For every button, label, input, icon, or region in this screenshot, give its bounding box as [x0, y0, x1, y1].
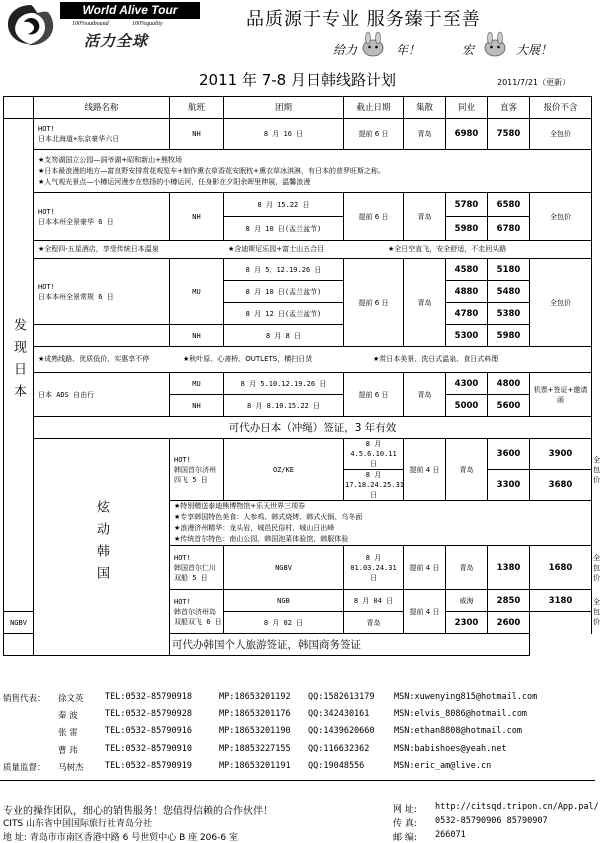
contact-row: 曹 玮 TEL:0532-85790910 MP:18853227155 QQ:116632362 MSN:babishoes@yeah.net	[58, 743, 507, 756]
contact-row: 销售代表： 徐文英 TEL:0532-85790918 MP:18653201192 QQ:1582613179 MSN:xuwenying815@hotmail.com	[3, 692, 538, 704]
slogan: 品质源于专业 服务臻于至善	[246, 9, 481, 30]
feature-row: ★支笏湖国立公园—洞爷湖+昭和新山+熊牧场 ★日本最浪漫的地方—富良野安排赏花观览车+制作熏衣草香花安眠枕+熏衣草冰淇淋，有日本的普罗旺斯之称。 ★人气观光景点—小樽运河漫步在悠扬的小樽运河，任身影在夕阳余晖里伸展，温馨浪漫	[4, 150, 592, 193]
footer-web-link[interactable]: http://citsqd.tripon.cn/App.pal/	[435, 802, 599, 812]
col-peer-price: 同业	[446, 97, 488, 119]
table-row: NH 8 月 8 日 5300 5980	[4, 325, 592, 347]
contact-row: 秦 波 TEL:0532-85790928 MP:18653201176 QQ:342430161 MSN:elvis_8086@hotmail.com	[58, 709, 528, 722]
korea-visa-note: 可代办韩国个人旅游签证，韩国商务签证	[4, 634, 530, 656]
visa-row	[4, 417, 592, 439]
table-row: HOT! 韩国首尔仁川双船 5 日 NGBV 8 月 01.03.24.31 日 提前 4 日 青岛 1380 1680 全包价	[4, 546, 592, 590]
col-flight: 航班	[170, 97, 224, 119]
motto-part-3: 宏	[462, 43, 475, 57]
table-row: 8 月 12 日(盂兰盆节) 4780 5380	[4, 303, 592, 325]
route-table	[3, 96, 600, 656]
contact-list	[3, 692, 592, 778]
swirl-logo-icon	[4, 2, 58, 48]
contact-row: 质量监督： 马树杰 TEL:0532-85790919 MP:18653201191 QQ:19048556 MSN:eric_am@live.cn	[3, 760, 492, 773]
col-excluded: 报价不含	[530, 97, 592, 119]
update-date: 2011/7/21（更新）	[497, 78, 571, 87]
route-name: HOT! 日本北海道+东京豪华六日	[34, 119, 170, 150]
motto-part-2: 年！	[396, 43, 421, 57]
region-japan: 发现日本	[4, 119, 34, 612]
logo-tagline-quality: 100%quality	[132, 21, 163, 27]
motto-part-1: 给力	[333, 43, 358, 57]
table-row: HOT! 日本本州全景常规 6 日 MU 8 月 5．12.19.26 日 提前 6 日 青岛 4580 5180 全包价	[4, 259, 592, 281]
table-row: 日本 ADS 自由行 MU 8 月 5.10.12.19.26 日 提前 6 日 青岛 4300 4800 机票+签证+邀请函	[4, 373, 592, 395]
footer-tagline: 专业的操作团队，细心的销售服务！您值得信赖的合作伙伴！	[3, 806, 273, 817]
feature-row: ★成熟线路、优质低价，实惠享不停 ★秋叶原、心斋桥、OUTLETS，横扫日货 ★赏日本美景、洗日式温泉、食日式料理	[4, 347, 592, 373]
footer-zip: 266071	[435, 830, 466, 840]
table-row: NGBV 8 月 02 日 青岛 2300 2600	[4, 612, 592, 634]
contact-row: 张 雷 TEL:0532-85790916 MP:18653201190 QQ:1439620660 MSN:ethan8808@hotmail.com	[58, 726, 522, 739]
table-row: HOT! 韩首尔济州岛双船双飞 6 日 NGB 8 月 04 日 提前 4 日 威海 2850 3180 全包价	[4, 590, 592, 612]
table-row: 炫动韩国 HOT! 韩国首尔济州四飞 5 日 OZ/KE 8 月 4.5.6.10.11 日 提前 4 日 青岛 3600 3900 全包价	[4, 439, 592, 470]
visa-row	[4, 634, 592, 656]
footer-zip-label: 邮 编:	[393, 833, 417, 843]
table-row: HOT! 日本本州全景豪华 6 日 NH 8 月 15.22 日 提前 6 日 青岛 5780 6580 全包价	[4, 193, 592, 217]
table-row: 发现日本 HOT! 日本北海道+东京豪华六日 NH 8 月 16 日 提前 6 日 青岛 6980 7580 全包价	[4, 119, 592, 150]
col-route: 线路名称	[34, 97, 170, 119]
table-row: NH 8 月 8.10.15.22 日 5000 5600	[4, 395, 592, 417]
footer-fax-label: 传 真:	[393, 819, 417, 829]
feature-row: ★全程四-五星酒店，享受传统日本温泉 ★含迪斯尼乐园+富士山五合目 ★全日空直飞，安全舒适，不走回头路	[4, 241, 592, 259]
region-korea: 炫动韩国	[34, 439, 170, 656]
japan-visa-note: 可代办日本（冲绳）签证，3 年有效	[34, 417, 592, 439]
footer-company: CITS 山东省中国国际旅行社青岛分社	[3, 819, 153, 829]
footer-address: 地 址: 青岛市市南区香港中路 6 号世贸中心 B 座 206-6 室	[3, 833, 238, 843]
feature-row: ★特别赠送泰迪熊博物馆+乐天世界三项券★专享韩国特色美食：人参鸡、韩式烧烤、韩式火锅、乌冬面 ★浪漫济州精华：龙头岩，城邑民俗村，城山日出峰★传统首尔特色：南山公园，韩国泡菜体验馆，韩服体验	[4, 501, 592, 546]
rabbit-icon	[482, 33, 508, 57]
rabbit-icon	[360, 33, 386, 57]
logo-tagline-outbound: 100%outbound	[72, 21, 109, 27]
page-title: 2011 年 7-8 月日韩线路计划	[199, 71, 396, 89]
table-row: 8 月 10 日(盂兰盆节) 4880 5480	[4, 281, 592, 303]
brand-logo-en: World Alive Tour	[60, 2, 200, 19]
brand-logo-cn: 活力全球	[84, 32, 149, 50]
footer-web-label: 网 址:	[393, 805, 417, 815]
col-direct-price: 直客	[488, 97, 530, 119]
col-deadline: 截止日期	[344, 97, 404, 119]
footer-fax: 0532-85790906 85790907	[435, 816, 548, 826]
col-gather: 集散	[404, 97, 446, 119]
table-row: 8 月 17.18.24.25.31 日 3300 3680	[4, 470, 592, 501]
divider	[0, 780, 595, 781]
table-row: 8 月 10 日(盂兰盆节) 5980 6780	[4, 217, 592, 241]
col-group-date: 团期	[224, 97, 344, 119]
motto-part-4: 大展！	[516, 43, 553, 57]
table-header	[4, 97, 592, 119]
